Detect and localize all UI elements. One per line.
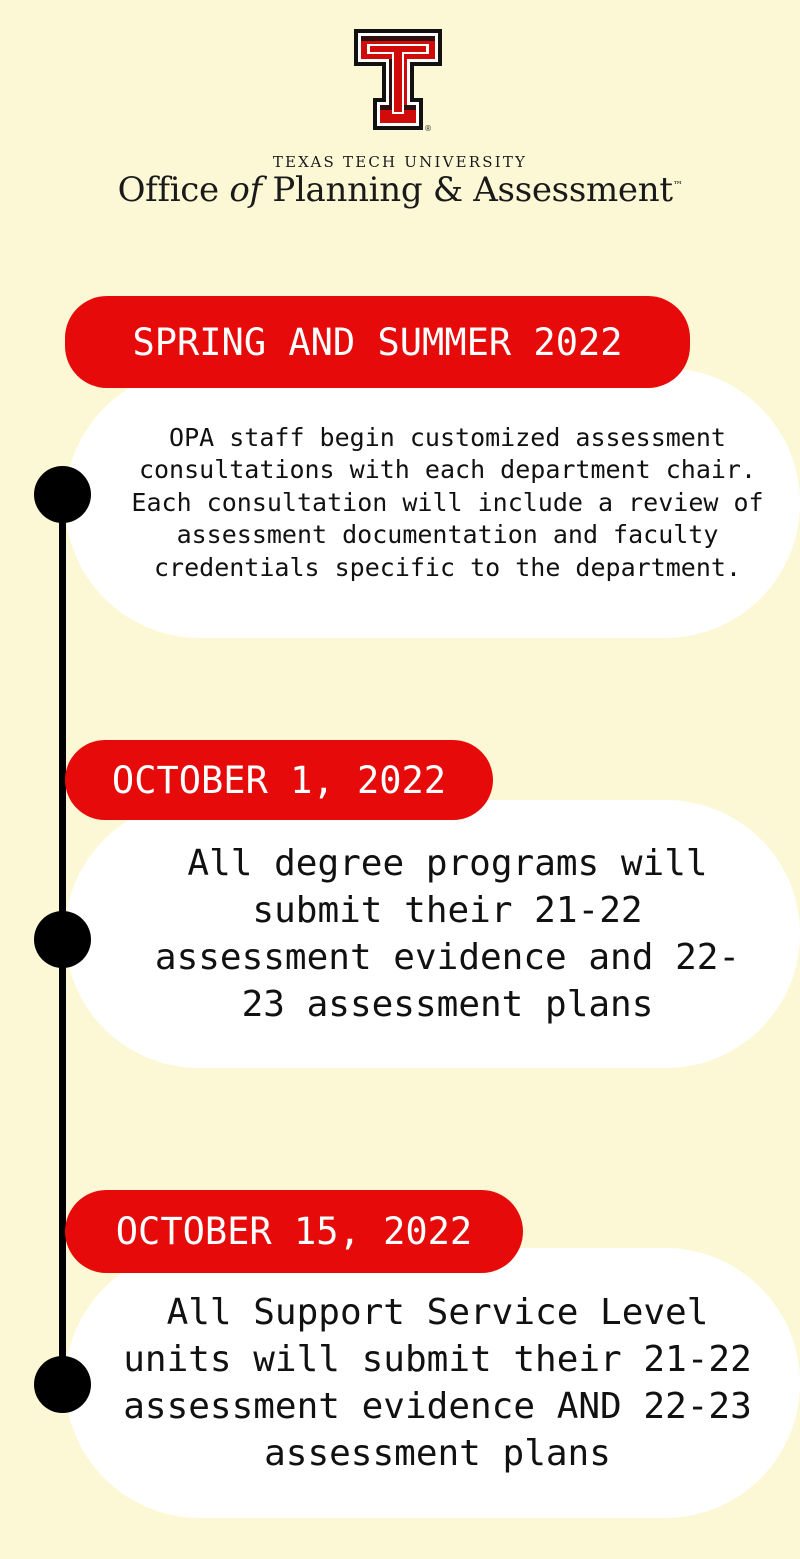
timeline-event-1-description [65, 368, 800, 638]
header [0, 0, 800, 230]
registered-mark: ® [424, 124, 432, 133]
office-name-part2: Planning & Assessment [261, 170, 673, 210]
timeline-dot-1 [34, 466, 91, 523]
timeline-event-1-text: OPA staff begin customized assessment consultations with each department chair. Each consultation will include a review of assessment documentation and faculty credentials specific to the department. [131, 422, 764, 582]
timeline-event-3-description [65, 1248, 800, 1518]
texas-tech-double-t-logo [351, 26, 445, 138]
office-name-of: of [229, 170, 262, 210]
timeline-event-3-date: OCTOBER 15, 2022 [65, 1190, 523, 1273]
timeline-event-2-description [65, 800, 800, 1068]
university-name: TEXAS TECH UNIVERSITY [272, 153, 528, 171]
timeline-event-2-text: All degree programs will submit their 21-22 assessment evidence and 22-23 assessment plans [154, 843, 741, 1025]
timeline-event-1-date: SPRING AND SUMMER 2022 [65, 296, 690, 388]
timeline-dot-3 [34, 1356, 91, 1413]
office-name [0, 170, 800, 210]
trademark: ™ [672, 180, 683, 192]
timeline-event-2-date: OCTOBER 1, 2022 [65, 740, 493, 820]
timeline-dot-2 [34, 911, 91, 968]
timeline-event-3-text: All Support Service Level units will submit their 21-22 assessment evidence AND 22-23 assessment plans [123, 1292, 752, 1474]
office-name-part1: Office [117, 170, 230, 210]
